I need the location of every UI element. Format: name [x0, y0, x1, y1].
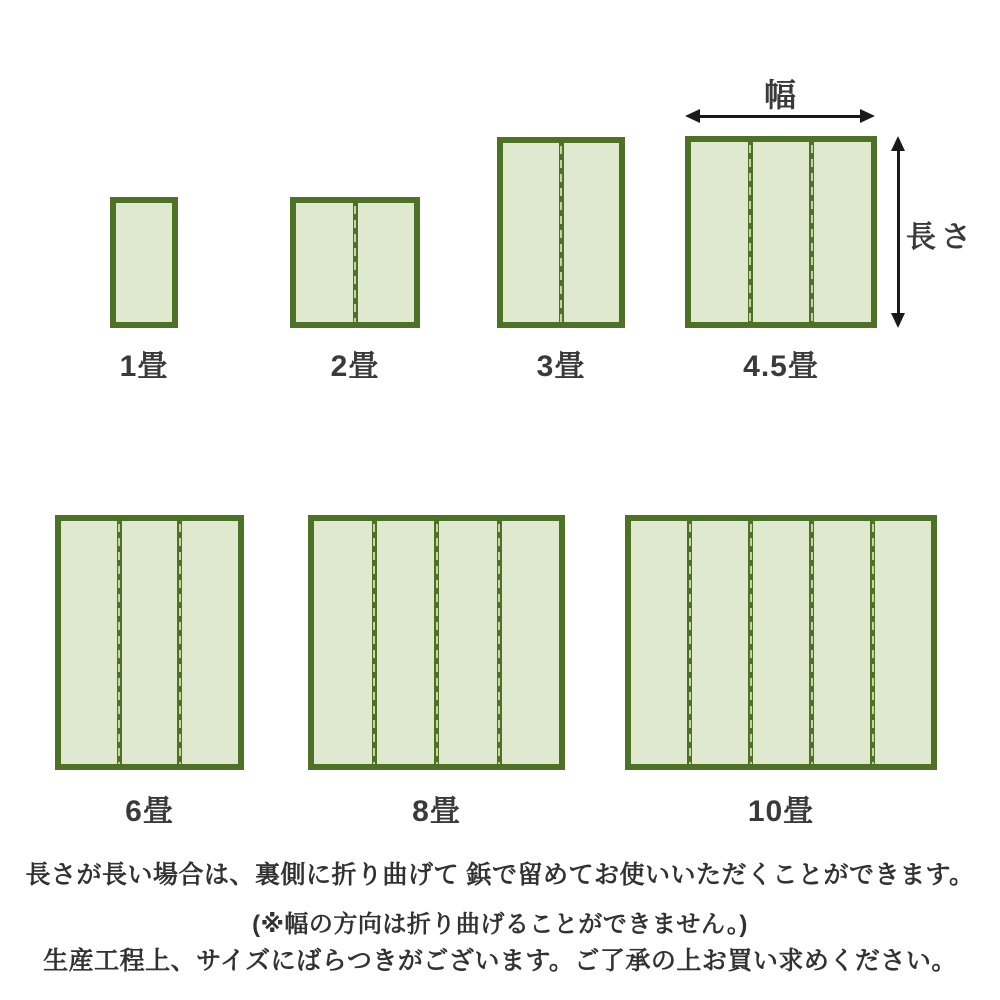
mat-size-label: 4.5畳 — [743, 350, 819, 383]
mat-panel — [116, 203, 172, 322]
mat-size-label: 8畳 — [412, 795, 461, 828]
width-dimension-label: 幅 — [763, 77, 796, 113]
mat-panel — [814, 142, 871, 322]
mat-10jo — [625, 515, 937, 830]
mat-rectangle — [55, 515, 244, 770]
mat-panel — [502, 521, 560, 764]
mat-panel — [61, 521, 117, 764]
mat-panel — [182, 521, 238, 764]
mat-rectangle — [290, 197, 420, 328]
mat-panel — [377, 521, 435, 764]
mat-size-label: 10畳 — [747, 795, 815, 828]
mat-size-label: 3畳 — [536, 350, 586, 383]
mat-size-label: 2畳 — [330, 350, 380, 383]
mat-panel — [564, 143, 620, 322]
mat-rectangle — [110, 197, 178, 328]
length-arrow-icon — [890, 136, 906, 328]
mat-panel — [503, 143, 559, 322]
mat-panel — [875, 521, 931, 764]
mat-size-label: 1畳 — [119, 350, 169, 383]
mat-panel — [122, 521, 178, 764]
mat-panel — [692, 521, 748, 764]
note-line-3: 生産工程上、サイズにばらつきがございます。ご了承の上お買い求めください。 — [43, 947, 957, 975]
mat-panel — [314, 521, 372, 764]
mat-rectangle — [625, 515, 937, 770]
mat-panel — [439, 521, 497, 764]
mat-panel — [814, 521, 870, 764]
mat-size-label: 6畳 — [125, 795, 174, 828]
width-arrow-icon — [685, 108, 875, 124]
mat-panel — [691, 142, 748, 322]
note-line-2: (※幅の方向は折り曲げることができません。) — [252, 911, 748, 938]
mat-panel — [753, 142, 810, 322]
mat-panel — [296, 203, 353, 322]
mat-rectangle — [497, 137, 625, 328]
mat-rectangle — [685, 136, 877, 328]
mat-rectangle — [308, 515, 565, 770]
mat-4-5jo — [685, 136, 877, 385]
mat-6jo — [55, 515, 244, 830]
note-line-1: 長さが長い場合は、裏側に折り曲げて 鋲で留めてお使いいただくことができます。 — [25, 861, 975, 889]
mat-1jo — [110, 197, 178, 385]
mat-3jo — [497, 137, 625, 385]
mat-8jo — [308, 515, 565, 830]
mat-panel — [358, 203, 415, 322]
mat-panel — [753, 521, 809, 764]
mat-2jo — [290, 197, 420, 385]
mat-panel — [631, 521, 687, 764]
length-dimension-label: 長さ — [906, 221, 976, 254]
